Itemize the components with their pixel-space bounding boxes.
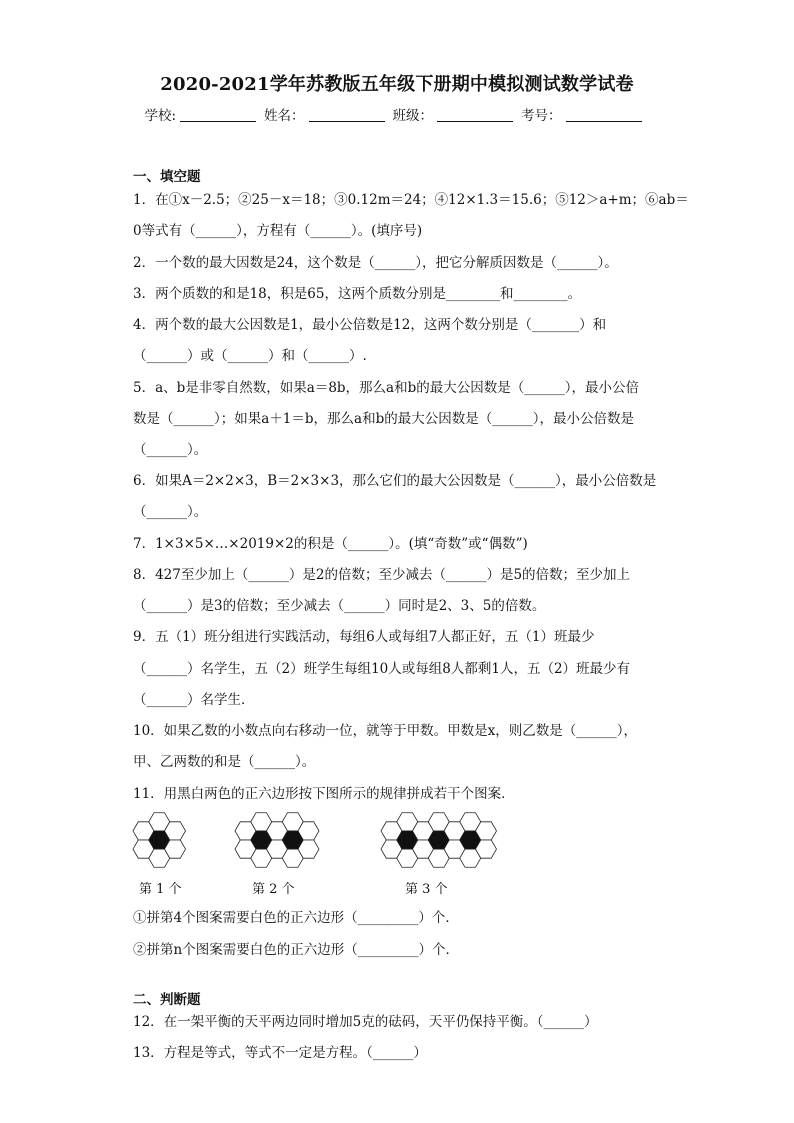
class-label: 班级： <box>392 108 434 124</box>
section-heading-fill: 一、填空题 <box>133 169 201 185</box>
question-line: ①拼第4个图案需要白色的正六边形（_________）个． <box>133 910 459 926</box>
question-line: 12．在一架平衡的天平两边同时增加5克的砝码，天平仍保持平衡。（______） <box>133 1014 598 1030</box>
question-line: 数是（______）；如果a＋1＝b，那么a和b的最大公因数是（______），最小公倍数是 <box>133 411 634 427</box>
exam-number-label: 考号： <box>521 108 562 124</box>
page-title: 2020-2021学年苏教版五年级下册期中模拟测试数学试卷 <box>160 74 634 95</box>
name-label: 姓名： <box>264 108 305 124</box>
figure-caption-1: 第 1 个 <box>139 882 182 897</box>
question-line: 6．如果A＝2×2×3，B＝2×3×3，那么它们的最大公因数是（______），最小公倍数是 <box>133 473 657 489</box>
question-line: ②拼第n个图案需要白色的正六边形（_________）个． <box>133 942 459 958</box>
question-line: 9．五（1）班分组进行实践活动，每组6人或每组7人都正好，五（1）班最少 <box>133 629 595 645</box>
question-line: 7．1×3×5×…×2019×2的积是（______）。(填“奇数”或“偶数”) <box>133 536 528 552</box>
school-label: 学校: <box>144 108 177 124</box>
question-line: 1．在①x－2.5；②25－x＝18；③0.12m＝24；④12×1.3＝15.6；⑤12＞a+m；⑥ab＝ <box>133 192 689 208</box>
question-line: 11．用黑白两色的正六边形按下图所示的规律拼成若干个图案． <box>133 786 515 802</box>
question-line: 10．如果乙数的小数点向右移动一位，就等于甲数。甲数是x，则乙数是（______）， <box>133 723 638 739</box>
question-line: （______）或（______）和（______）. <box>133 348 367 364</box>
question-line: （______）名学生． <box>133 692 255 708</box>
question-line: （______）名学生，五（2）班学生每组10人或每组8人都剩1人，五（2）班最少有 <box>133 661 631 677</box>
question-line: 3．两个质数的和是18，积是65，这两个质数分别是________和________。 <box>133 286 581 302</box>
question-line: 甲、乙两数的和是（______）。 <box>133 754 316 770</box>
question-line: 8．427至少加上（______）是2的倍数；至少减去（______）是5的倍数；至少加上 <box>133 567 631 583</box>
question-line: （______）是3的倍数；至少减去（______）同时是2、3、5的倍数。 <box>133 598 546 614</box>
question-line: 4．两个数的最大公因数是1，最小公倍数是12，这两个数分别是（_______）和 <box>133 317 607 333</box>
question-line: （______）。 <box>133 442 208 458</box>
question-line: 13．方程是等式，等式不一定是方程。（______） <box>133 1045 427 1061</box>
section-heading-judge: 二、判断题 <box>133 992 201 1008</box>
figure-caption-2: 第 2 个 <box>252 882 295 897</box>
question-line: 2．一个数的最大因数是24，这个数是（______），把它分解质因数是（______）。 <box>133 255 618 271</box>
question-line: （______）。 <box>133 504 208 520</box>
figure-caption-3: 第 3 个 <box>405 882 448 897</box>
question-line: 5．a、b是非零自然数，如果a＝8b，那么a和b的最大公因数是（______），最小公倍 <box>133 380 639 396</box>
question-line: 0等式有（______），方程有（______）。(填序号) <box>133 223 423 239</box>
